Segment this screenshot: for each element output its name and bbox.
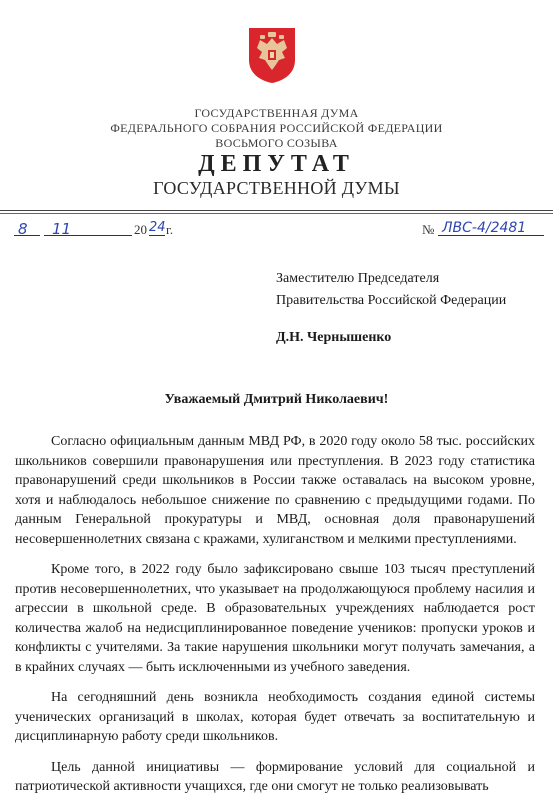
letter-body [15, 432, 535, 808]
addressee-government: Правительства Российской Федерации [276, 293, 507, 308]
paragraph: Согласно официальным данным МВД РФ, в 2020 году около 58 тыс. российских школьников совершили правонарушения или преступления. В 2023 году статистика правонарушений среди школьников в России также оставалась на высоком уровне, хотя и наблюдалось небольшое снижение по сравнению с предыдущими годами. По данным Генеральной прокуратуры и МВД, основная доля правонарушений несовершеннолетних связана с кражами, хулиганством и мелкими преступлениями. [15, 434, 535, 547]
date-year-suffix: 24 [149, 220, 166, 235]
date-year-prefix: 20 [134, 222, 147, 237]
paragraph: На сегодняшний день возникла необходимость создания единой системы ученических организаций в школах, которая будет отвечать за воспитательную и дисциплинарную работу среди школьников. [15, 690, 535, 744]
header-rule-thin [0, 213, 553, 214]
paragraph: Кроме того, в 2022 году было зафиксировано свыше 103 тысяч преступлений против несовершеннолетних, что указывает на продолжающуюся проблему насилия и агрессии в школьной среде. В образовательных учреждениях наблюдается рост количества жалоб на недисциплинированное поведение учеников: пропуски уроков и конфликты с учителями. За такие нарушения школьники могут получать замечания, а в крайних случаях — быть исключенными из учебного заведения. [15, 562, 535, 675]
addressee-name: Д.Н. Чернышенко [276, 330, 392, 345]
greeting: Уважаемый Дмитрий Николаевич! [164, 392, 389, 407]
date-year-end: г. [166, 222, 174, 237]
date-month: 11 [52, 220, 72, 238]
addressee-block [276, 268, 506, 312]
paragraph: Цель данной инициативы — формирование условий для социальной и патриотической активности учащихся, где они смогут не только реализовывать [15, 759, 535, 794]
document-number: ЛВС-4/2481 [442, 220, 527, 236]
number-label: № [422, 222, 435, 237]
header-rule [0, 210, 553, 211]
header-title: ДЕПУТАТ [198, 151, 355, 177]
russian-coat-of-arms-icon [247, 26, 297, 84]
header-subtitle: ГОСУДАРСТВЕННОЙ ДУМЫ [153, 178, 400, 198]
header-federal-assembly: ФЕДЕРАЛЬНОГО СОБРАНИЯ РОССИЙСКОЙ ФЕДЕРАЦИИ [110, 121, 443, 135]
addressee-position: Заместителю Председателя [276, 271, 440, 286]
header-parliament: ГОСУДАРСТВЕННАЯ ДУМА [194, 106, 359, 120]
date-day: 8 [18, 220, 28, 238]
header-convocation: ВОСЬМОГО СОЗЫВА [215, 136, 338, 150]
date-number-line [14, 220, 544, 242]
